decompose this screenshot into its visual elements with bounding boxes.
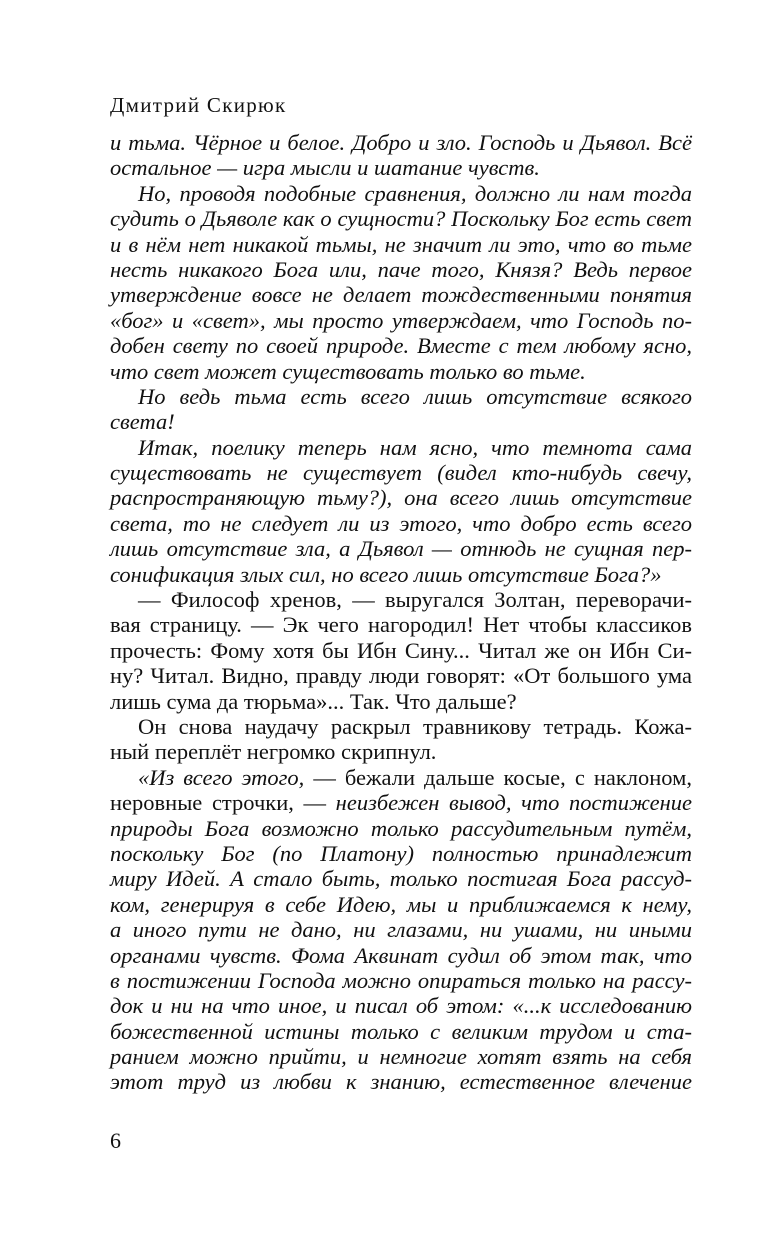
text-line: вая страницу. — Эк чего нагородил! Нет чтобы классиков: [110, 612, 692, 638]
text-fragment: неизбежен вывод, что постижение: [335, 790, 692, 816]
text-fragment: «Из всего этого,: [138, 764, 305, 790]
text-line: природы Бога возможно только рассудительным путём,: [110, 815, 692, 841]
text-line: Но, проводя подобные сравнения, должно ли нам тогда: [138, 180, 692, 206]
text-line: Но ведь тьма есть всего лишь отсутствие всякого: [138, 383, 692, 409]
text-line: а иного пути не дано, ни глазами, ни ушами, ни иными: [110, 917, 692, 943]
text-line: божественной истины только с великим трудом и ста-: [110, 1018, 692, 1044]
text-line: этот труд из любви к знанию, естественное влечение: [110, 1069, 692, 1095]
text-line: света!: [110, 409, 175, 435]
text-line: и в нём нет никакой тьмы, не значит ли это, что во тьме: [110, 231, 692, 257]
body-text: [110, 130, 692, 1095]
text-line: судить о Дьяволе как о сущности? Поскольку Бог есть свет: [110, 206, 692, 232]
text-line: и тьма. Чёрное и белое. Добро и зло. Господь и Дьявол. Всё: [110, 130, 692, 155]
text-line: прочесть: Фому хотя бы Ибн Сину... Читал же он Ибн Си-: [110, 637, 692, 663]
text-line: света, то не следует ли из этого, что добро есть всего: [110, 510, 692, 536]
text-line: добен свету по своей природе. Вместе с тем любому ясно,: [110, 333, 692, 359]
text-line: ком, генерируя в себе Идею, мы и приближаемся к нему,: [110, 891, 692, 917]
text-line: существовать не существует (видел кто-нибудь свечу,: [110, 460, 692, 486]
text-line: остальное — игра мысли и шатание чувств.: [110, 155, 540, 181]
text-fragment: — бежали дальше косые, с наклоном,: [304, 764, 692, 790]
text-line: в постижении Господа можно опираться только на рассу-: [110, 967, 692, 993]
text-line: что свет может существовать только во тьме.: [110, 358, 586, 384]
page-number: 6: [110, 1128, 121, 1153]
text-line: Итак, поелику теперь нам ясно, что темнота сама: [138, 434, 692, 460]
text-line: Он снова наудачу раскрыл травникову тетрадь. Кожа-: [138, 713, 692, 739]
text-line: поскольку Бог (по Платону) полностью принадлежит: [110, 840, 692, 866]
text-line: «бог» и «свет», мы просто утверждаем, что Господь по-: [110, 307, 692, 333]
text-line: несть никакого Бога или, паче того, Князя? Ведь первое: [110, 256, 692, 282]
text-line: сонификация злых сил, но всего лишь отсутствие Бога?»: [110, 561, 662, 587]
text-line: [110, 790, 692, 815]
text-line: — Философ хренов, — выругался Золтан, переворачи-: [138, 587, 692, 613]
text-line: лишь отсутствие зла, а Дьявол — отнюдь не сущная пер-: [110, 536, 692, 562]
text-line: утверждение вовсе не делает тождественными понятия: [110, 282, 692, 308]
text-line: [110, 765, 692, 790]
text-line: док и ни на что иное, и писал об этом: «...к исследованию: [110, 993, 692, 1019]
text-fragment: неровные строчки, —: [110, 790, 336, 816]
text-line: миру Идей. А стало быть, только постигая Бога рассуд-: [110, 866, 692, 892]
text-line: ранием можно прийти, и немногие хотят взять на себя: [110, 1044, 692, 1070]
text-line: ну? Читал. Видно, правду люди говорят: «От большого ума: [110, 663, 692, 689]
text-line: лишь сума да тюрьма»... Так. Что дальше?: [110, 688, 517, 714]
text-line: ный переплёт негромко скрипнул.: [110, 739, 437, 765]
running-header: Дмитрий Скирюк: [110, 93, 287, 117]
text-line: органами чувств. Фома Аквинат судил об этом так, что: [110, 942, 692, 968]
text-line: распространяющую тьму?), она всего лишь отсутствие: [110, 485, 692, 511]
